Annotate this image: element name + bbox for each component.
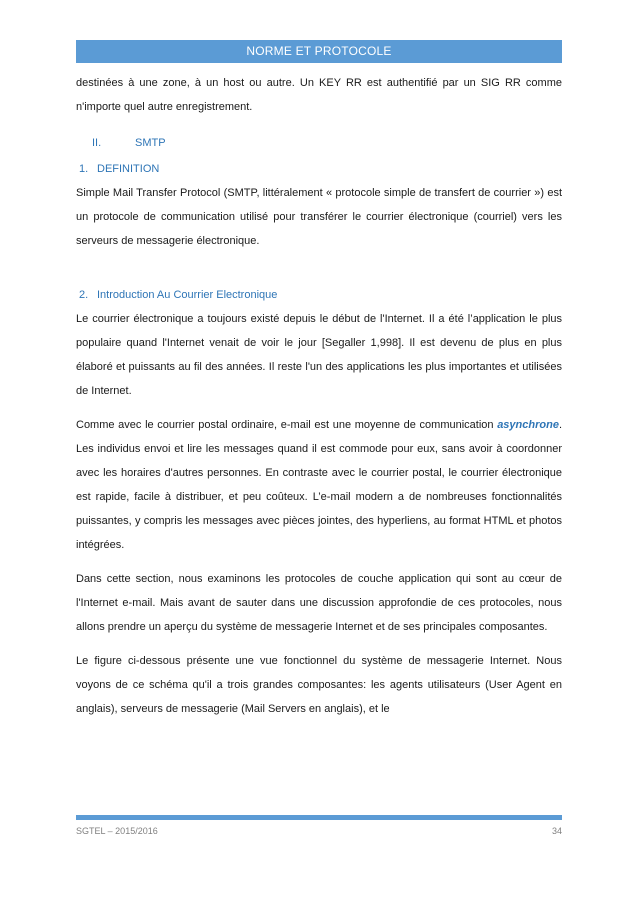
subsection-heading-definition bbox=[76, 157, 562, 181]
paragraph-section: Dans cette section, nous examinons les protocoles de couche application qui sont au cœur de l'Internet e-mail. Mais avant de sauter dans une discussion approfondie de ces protocoles, nous allons prendre un aperçu du système de messagerie Internet et de ses principales composantes. bbox=[76, 573, 562, 633]
subsection-title: Introduction Au Courrier Electronique bbox=[97, 289, 278, 301]
emphasis-asynchrone: asynchrone bbox=[497, 419, 559, 431]
subsection-number: 1. bbox=[79, 163, 89, 175]
document-body bbox=[76, 71, 562, 721]
section-number: II. bbox=[92, 137, 102, 149]
postal-text-before: Comme avec le courrier postal ordinaire, e-mail est une moyenne de communication bbox=[76, 419, 498, 431]
section-title: SMTP bbox=[135, 137, 166, 149]
footer-label: SGTEL – 2015/2016 bbox=[76, 826, 158, 836]
subsection-heading-introduction bbox=[76, 283, 562, 307]
paragraph-history: Le courrier électronique a toujours existé depuis le début de l'Internet. Il a été l’application le plus populaire quand l'Internet venait de voir le jour [Segaller 1,998]. Il est devenu de plus en plus élaboré et puissants au fil des années. Il reste l'un des applications les plus importantes et utilisées de Internet. bbox=[76, 313, 562, 397]
section-heading-smtp bbox=[76, 131, 562, 155]
paragraph-postal bbox=[76, 413, 562, 557]
paragraph-definition: Simple Mail Transfer Protocol (SMTP, littéralement « protocole simple de transfert de courrier ») est un protocole de communication utilisé pour transférer le courrier électronique (courriel) vers les serveurs de messagerie électronique. bbox=[76, 187, 562, 247]
page-number: 34 bbox=[551, 826, 562, 836]
subsection-number: 2. bbox=[79, 289, 89, 301]
paragraph-intro: destinées à une zone, à un host ou autre. Un KEY RR est authentifié par un SIG RR comme n'importe quel autre enregistrement. bbox=[76, 77, 562, 113]
subsection-title: DEFINITION bbox=[97, 163, 160, 175]
postal-text-after: . Les individus envoi et lire les messages quand il est commode pour eux, sans avoir à coordonner avec les horaires d'autres personnes. En contraste avec le courrier postal, le courrier électronique est rapide, facile à distribuer, et peu coûteux. L’e-mail modern a de nombreuses fonctionnalités puissantes, y compris les messages avec pièces jointes, des hyperliens, au format HTML et photos intégrées. bbox=[76, 419, 562, 551]
footer-rule bbox=[76, 815, 562, 820]
paragraph-figure: Le figure ci-dessous présente une vue fonctionnel du système de messagerie Internet. Nous voyons de ce schéma qu'il a trois grandes composantes: les agents utilisateurs (User Agent en anglais), serveurs de messagerie (Mail Servers en anglais), et le bbox=[76, 655, 562, 715]
page-header: NORME ET PROTOCOLE bbox=[76, 40, 562, 63]
